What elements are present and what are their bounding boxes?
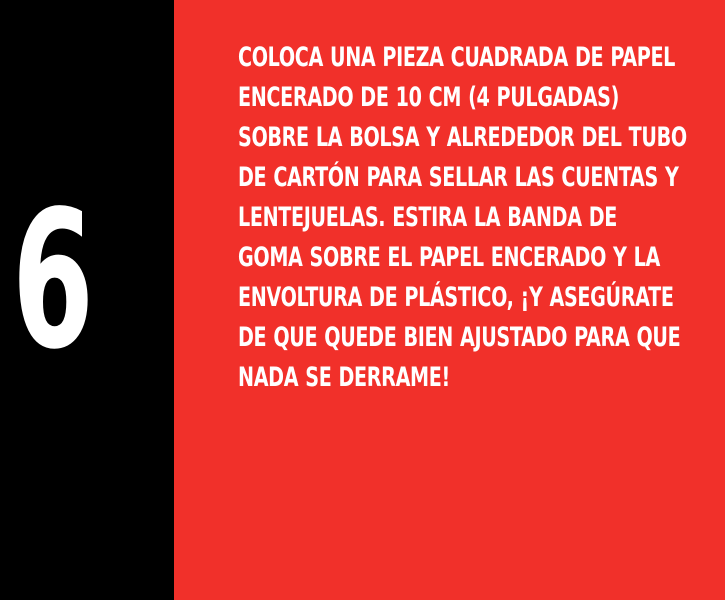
instruction-text: COLOCA UNA PIEZA CUADRADA DE PAPEL ENCERADO DE 10 CM (4 PULGADAS) SOBRE LA BOLSA Y ALREDEDOR DEL TUBO DE CARTÓN PARA SELLAR LAS CUENTAS Y LENTEJUELAS. ESTIRA LA BANDA DE GOMA SOBRE EL PAPEL ENCERADO Y LA ENVOLTURA DE PLÁSTICO, ¡Y ASEGÚRATE DE QUE QUEDE BIEN AJUSTADO PARA QUE NADA SE DERRAME! [238,42,687,393]
step-number-panel [0,0,174,600]
step-number: 6 [12,170,94,391]
instruction-content [238,38,688,398]
